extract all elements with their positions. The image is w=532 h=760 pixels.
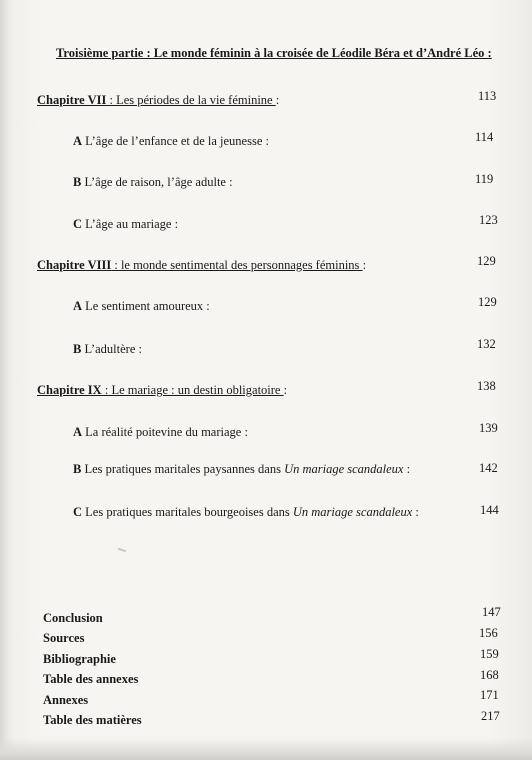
section-letter: A — [73, 134, 83, 148]
back-matter-item: Conclusion — [43, 611, 103, 625]
section-letter: B — [73, 342, 82, 356]
section-title: L’âge de l’enfance et de la jeunesse : — [82, 134, 269, 148]
page-left-shadow — [0, 0, 14, 760]
section-entry — [73, 299, 210, 314]
section-tail: : — [403, 462, 411, 476]
page-number: 168 — [480, 668, 499, 682]
section-work-title: Un mariage scandaleux — [292, 505, 413, 519]
section-letter: B — [73, 462, 82, 476]
chapter-heading — [37, 383, 287, 398]
page-number: 144 — [480, 503, 499, 517]
chapter-colon: : — [362, 258, 367, 272]
page-number: 119 — [475, 172, 494, 186]
section-title: Le sentiment amoureux : — [82, 299, 210, 313]
page-number: 139 — [479, 421, 498, 435]
part-title: Troisième partie : Le monde féminin à la croisée de Léodile Béra et d’André Léo : — [56, 46, 492, 60]
section-entry — [73, 462, 410, 477]
section-entry — [73, 175, 233, 190]
chapter-title: : Les périodes de la vie féminine — [106, 93, 276, 107]
section-entry — [73, 217, 178, 232]
section-letter: C — [73, 217, 83, 231]
section-title: L’adultère : — [81, 342, 142, 356]
page-number: 129 — [478, 295, 497, 309]
chapter-colon: : — [283, 383, 288, 397]
section-entry — [73, 505, 419, 520]
page-number: 159 — [480, 647, 499, 661]
section-letter: A — [73, 425, 83, 439]
page-number: 129 — [477, 254, 496, 268]
section-letter: B — [73, 175, 82, 189]
page-number: 171 — [480, 688, 499, 702]
chapter-heading — [37, 258, 366, 273]
section-title: L’âge de raison, l’âge adulte : — [81, 175, 233, 189]
section-letter: A — [73, 299, 83, 313]
chapter-title: : le monde sentimental des personnages féminins — [111, 258, 363, 272]
section-tail: : — [412, 505, 419, 519]
chapter-heading — [37, 93, 279, 108]
section-title: L’âge au mariage : — [82, 217, 179, 231]
chapter-number: Chapitre VII — [37, 93, 107, 107]
chapter-number: Chapitre VIII — [37, 258, 112, 272]
section-entry — [73, 134, 269, 149]
page-number: 156 — [479, 626, 498, 640]
paper-mark — [118, 548, 126, 553]
section-entry — [73, 425, 248, 440]
page-number: 123 — [479, 213, 498, 227]
back-matter-item: Table des matières — [43, 713, 142, 727]
section-title: Les pratiques maritales paysannes dans — [81, 462, 285, 476]
section-letter: C — [73, 505, 83, 519]
page-number: 217 — [481, 709, 500, 723]
page-number: 138 — [477, 379, 496, 393]
page-number: 113 — [478, 89, 497, 103]
page-number: 132 — [477, 337, 496, 351]
back-matter-item: Table des annexes — [43, 672, 139, 686]
chapter-number: Chapitre IX — [37, 383, 102, 397]
chapter-title: : Le mariage : un destin obligatoire — [101, 383, 284, 397]
back-matter-item: Annexes — [43, 693, 89, 707]
back-matter-item: Sources — [43, 631, 85, 645]
section-title: Les pratiques maritales bourgeoises dans — [82, 505, 293, 519]
page-number: 114 — [475, 130, 494, 144]
section-entry — [73, 342, 142, 357]
page-number: 142 — [479, 461, 498, 475]
section-work-title: Un mariage scandaleux — [284, 462, 404, 476]
page-number: 147 — [482, 605, 501, 619]
back-matter-item: Bibliographie — [43, 652, 116, 666]
chapter-colon: : — [275, 93, 280, 107]
page-bottom-shadow — [0, 738, 532, 760]
section-title: La réalité poitevine du mariage : — [82, 425, 248, 439]
